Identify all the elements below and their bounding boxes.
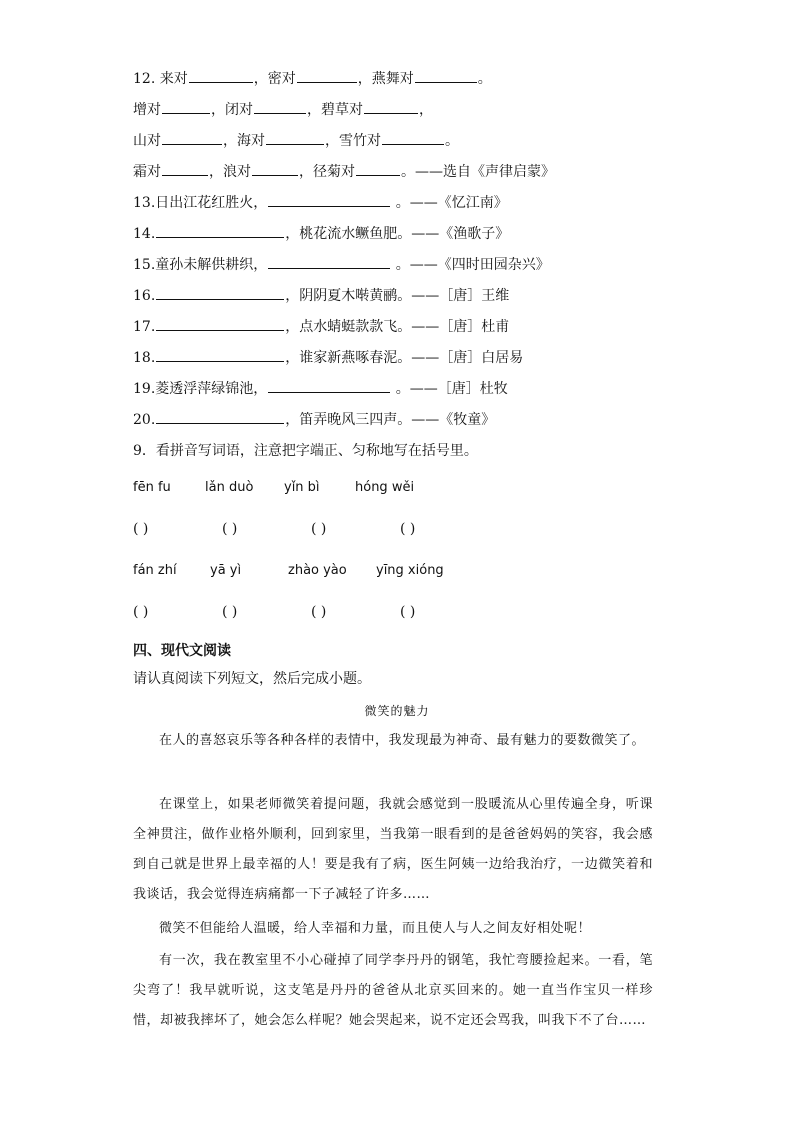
paragraph: 微笑不但能给人温暖，给人幸福和力量，而且使人与人之间友好相处呢！ bbox=[159, 921, 592, 936]
answer-blank[interactable] bbox=[268, 192, 390, 207]
answer-bracket[interactable]: ( ) bbox=[311, 521, 327, 537]
q12-line-2: 增对 ，闭对 ，碧草对 ， bbox=[133, 99, 433, 119]
answer-blank[interactable] bbox=[189, 68, 253, 83]
pinyin: yǐn bì bbox=[284, 480, 320, 495]
paragraph: 在课堂上，如果老师微笑着提问题，我就会感觉到一股暖流从心里传遍全身，听课全神贯注，做作业格外顺利，回到家里，当我第一眼看到的是爸爸妈妈的笑容，我会感到自己就是世界上最幸福的人！要是我有了病，医生阿姨一边给我治疗，一边微笑着和我谈话，我会觉得连病痛都一下子减轻了许多…… bbox=[133, 797, 653, 902]
answer-blank[interactable] bbox=[415, 68, 477, 83]
answer-blank[interactable] bbox=[156, 347, 284, 362]
question-9: 9．看拼音写词语，注意把字端正、匀称地写在括号里。 bbox=[133, 443, 478, 459]
section-heading: 四、现代文阅读 bbox=[133, 643, 231, 659]
answer-blank[interactable] bbox=[156, 223, 284, 238]
question-15: 15.童孙未解供耕织， 。——《四时田园杂兴》 bbox=[133, 254, 550, 274]
paragraph: 有一次，我在教室里不小心碰掉了同学李丹丹的钢笔，我忙弯腰捡起来。一看，笔尖弯了！我早就听说，这支笔是丹丹的爸爸从北京买回来的。她一直当作宝贝一样珍惜，却被我摔坏了，她会怎么样呢？她会哭起来，说不定还会骂我，叫我下不了台…… bbox=[133, 953, 653, 1028]
passage-title: 微笑的魅力 bbox=[364, 704, 430, 718]
paragraph: 在人的喜怒哀乐等各种各样的表情中，我发现最为神奇、最有魅力的要数微笑了。 bbox=[159, 733, 646, 748]
answer-bracket[interactable]: ( ) bbox=[222, 604, 238, 620]
answer-blank[interactable] bbox=[266, 130, 324, 145]
question-16: 16. ，阴阴夏木啭黄鹂。——［唐］王维 bbox=[133, 285, 509, 305]
answer-bracket[interactable]: ( ) bbox=[222, 521, 238, 537]
q12-line-4: 霜对 ，浪对 ，径菊对 。——选自《声律启蒙》 bbox=[133, 161, 555, 181]
question-13: 13.日出江花红胜火， 。——《忆江南》 bbox=[133, 192, 508, 212]
pinyin: yīng xióng bbox=[376, 563, 444, 578]
answer-blank[interactable] bbox=[268, 254, 390, 269]
q12-line-1: 12. 来对 ，密对 ，燕舞对 。 bbox=[133, 68, 492, 88]
question-14: 14. ，桃花流水鳜鱼肥。——《渔歌子》 bbox=[133, 223, 509, 243]
answer-blank[interactable] bbox=[156, 316, 284, 331]
pinyin: fán zhí bbox=[133, 563, 177, 578]
pinyin: lǎn duò bbox=[205, 480, 254, 495]
instruction: 请认真阅读下列短文，然后完成小题。 bbox=[133, 671, 371, 687]
answer-blank[interactable] bbox=[297, 68, 357, 83]
answer-blank[interactable] bbox=[268, 378, 390, 393]
pinyin: hóng wěi bbox=[355, 480, 415, 495]
answer-blank[interactable] bbox=[364, 99, 418, 114]
pinyin: zhào yào bbox=[288, 563, 347, 578]
answer-bracket[interactable]: ( ) bbox=[400, 604, 416, 620]
answer-blank[interactable] bbox=[162, 130, 222, 145]
q12-line-3: 山对 ，海对 ，雪竹对 。 bbox=[133, 130, 459, 150]
answer-blank[interactable] bbox=[162, 99, 210, 114]
answer-bracket[interactable]: ( ) bbox=[133, 521, 149, 537]
question-18: 18. ，谁家新燕啄春泥。——［唐］白居易 bbox=[133, 347, 523, 367]
answer-blank[interactable] bbox=[156, 409, 284, 424]
answer-bracket[interactable]: ( ) bbox=[400, 521, 416, 537]
pinyin: yā yì bbox=[210, 563, 242, 578]
answer-blank[interactable] bbox=[382, 130, 444, 145]
answer-blank[interactable] bbox=[254, 99, 306, 114]
answer-blank[interactable] bbox=[356, 161, 400, 176]
answer-bracket[interactable]: ( ) bbox=[133, 604, 149, 620]
answer-bracket[interactable]: ( ) bbox=[311, 604, 327, 620]
question-20: 20. ，笛弄晚风三四声。——《牧童》 bbox=[133, 409, 495, 429]
answer-blank[interactable] bbox=[162, 161, 208, 176]
answer-blank[interactable] bbox=[156, 285, 284, 300]
question-19: 19.菱透浮萍绿锦池， 。——［唐］杜牧 bbox=[133, 378, 508, 398]
answer-blank[interactable] bbox=[252, 161, 298, 176]
question-17: 17. ，点水蜻蜓款款飞。——［唐］杜甫 bbox=[133, 316, 509, 336]
pinyin: fēn fu bbox=[133, 480, 171, 495]
